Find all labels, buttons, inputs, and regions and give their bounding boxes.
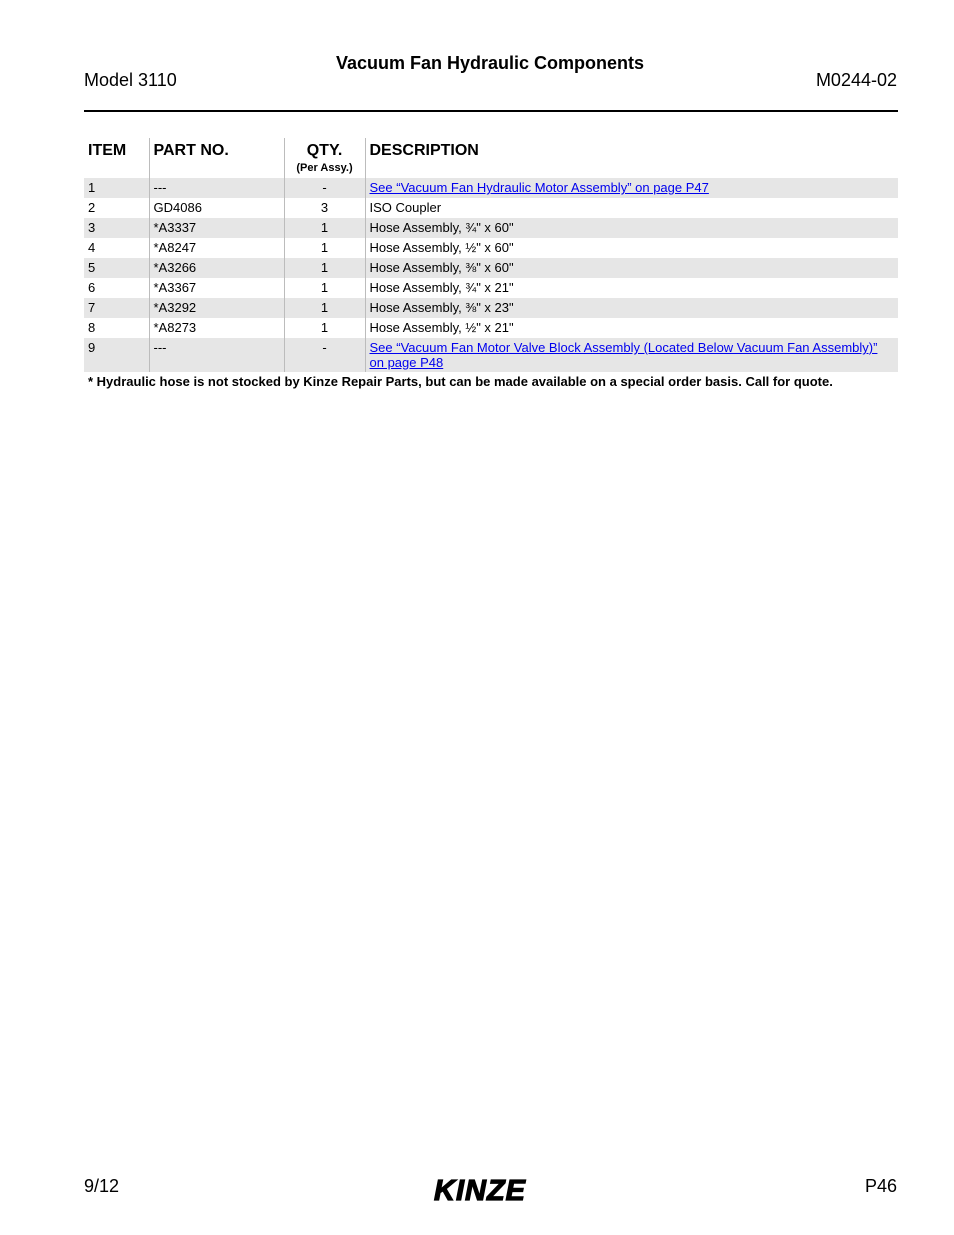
footer-date: 9/12 xyxy=(84,1176,120,1196)
quantity-cell: 1 xyxy=(284,278,365,298)
column-header-part-no: PART NO. xyxy=(149,138,284,178)
table-row xyxy=(84,198,898,218)
part-number-cell: *A3266 xyxy=(149,258,284,278)
quantity-cell: 1 xyxy=(284,218,365,238)
qty-header-label: QTY. xyxy=(306,142,343,159)
page-title: Vacuum Fan Hydraulic Components xyxy=(335,53,645,73)
cross-reference-link[interactable]: See “Vacuum Fan Motor Valve Block Assembly (Located Below Vacuum Fan Assembly)” on page P48 xyxy=(369,340,878,370)
qty-header-sublabel: (Per Assy.) xyxy=(296,162,353,174)
table-row xyxy=(84,258,898,278)
item-cell: 1 xyxy=(84,178,149,198)
part-number-cell: *A8273 xyxy=(149,318,284,338)
quantity-cell: 1 xyxy=(284,298,365,318)
item-cell: 8 xyxy=(88,320,96,335)
description-cell xyxy=(365,338,898,372)
part-number-cell: GD4086 xyxy=(149,198,284,218)
footer-page-number: P46 xyxy=(864,1176,897,1196)
parts-table xyxy=(84,138,898,372)
quantity-cell: 1 xyxy=(284,238,365,258)
column-header-item: ITEM xyxy=(88,142,127,159)
description-cell: Hose Assembly, ⅜" x 60" xyxy=(365,258,898,278)
table-row xyxy=(84,338,898,372)
description-cell: ISO Coupler xyxy=(365,198,898,218)
item-cell: 4 xyxy=(88,240,96,255)
part-number-cell: *A3292 xyxy=(149,298,284,318)
item-cell: 6 xyxy=(88,280,96,295)
column-header-qty xyxy=(284,138,365,178)
table-row xyxy=(84,278,898,298)
quantity-cell: 1 xyxy=(284,258,365,278)
parts-table-body xyxy=(84,178,898,372)
kinze-logo xyxy=(431,1174,551,1211)
kinze-logo-graphic xyxy=(431,1174,551,1206)
document-number: M0244-02 xyxy=(815,70,897,90)
part-number-cell: *A3337 xyxy=(149,218,284,238)
description-cell: Hose Assembly, ½" x 60" xyxy=(365,238,898,258)
table-row xyxy=(84,218,898,238)
item-cell: 2 xyxy=(88,200,96,215)
part-number-cell: --- xyxy=(149,178,284,198)
part-number-cell: *A8247 xyxy=(149,238,284,258)
description-cell: Hose Assembly, ¾" x 21" xyxy=(365,278,898,298)
item-cell: 7 xyxy=(84,298,149,318)
quantity-cell: - xyxy=(284,338,365,372)
logo-text: KINZE xyxy=(434,1175,526,1206)
header-divider xyxy=(84,110,898,112)
cross-reference-link[interactable]: See “Vacuum Fan Hydraulic Motor Assembly” on page P47 xyxy=(369,180,709,195)
description-cell: Hose Assembly, ⅜" x 23" xyxy=(365,298,898,318)
table-row xyxy=(84,298,898,318)
model-label: Model 3110 xyxy=(84,70,177,90)
description-cell xyxy=(365,178,898,198)
table-row xyxy=(84,318,898,338)
quantity-cell: 1 xyxy=(284,318,365,338)
quantity-cell: 3 xyxy=(284,198,365,218)
description-cell: Hose Assembly, ½" x 21" xyxy=(365,318,898,338)
part-number-cell: --- xyxy=(149,338,284,372)
column-header-description: DESCRIPTION xyxy=(365,138,898,178)
footnote: * Hydraulic hose is not stocked by Kinze Repair Parts, but can be made available on a special order basis. Call for quote. xyxy=(88,374,833,389)
table-header-row xyxy=(84,138,898,178)
table-row xyxy=(84,238,898,258)
item-cell: 5 xyxy=(84,258,149,278)
quantity-cell: - xyxy=(284,178,365,198)
table-row xyxy=(84,178,898,198)
part-number-cell: *A3367 xyxy=(149,278,284,298)
item-cell: 3 xyxy=(84,218,149,238)
item-cell: 9 xyxy=(84,338,149,372)
description-cell: Hose Assembly, ¾" x 60" xyxy=(365,218,898,238)
